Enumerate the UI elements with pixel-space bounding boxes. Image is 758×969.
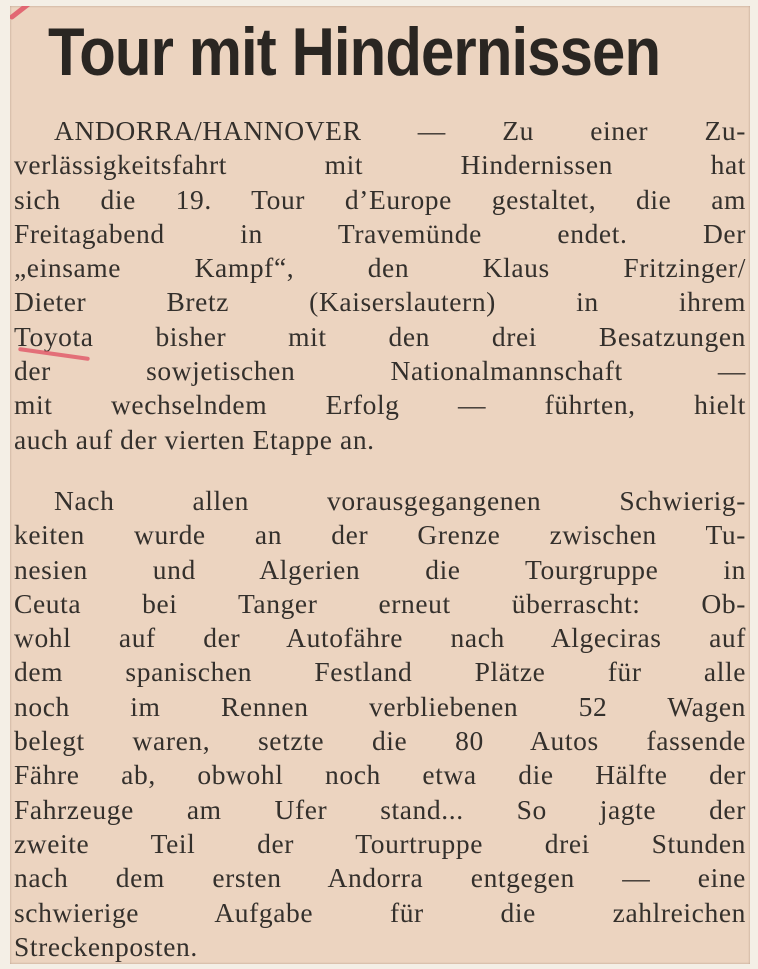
text-line: belegt waren, setzte die 80 Autos fassende	[14, 725, 746, 757]
text-line: nach dem ersten Andorra entgegen — eine	[14, 862, 746, 894]
newspaper-clipping	[10, 6, 750, 964]
text-line: Fahrzeuge am Ufer stand... So jagte der	[14, 793, 746, 825]
text-line: Nach allen vorausgegangenen Schwierig-	[54, 485, 746, 516]
text-line: Dieter Bretz (Kaiserslautern) in ihrem	[14, 286, 746, 318]
text-line: dem spanischen Festland Plätze für alle	[14, 656, 746, 688]
headline: Tour mit Hindernissen	[48, 14, 661, 90]
text-line: Ceuta bei Tanger erneut überrascht: Ob-	[14, 587, 746, 619]
text-line: verlässigkeitsfahrt mit Hindernissen hat	[14, 149, 746, 181]
text-line: mit wechselndem Erfolg — führten, hielt	[14, 389, 746, 421]
text-line: Streckenposten.	[14, 930, 198, 962]
text-line: schwierige Aufgabe für die zahlreichen	[14, 896, 746, 928]
text-line: wohl auf der Autofähre nach Algeciras auf	[14, 622, 746, 654]
text-line: ANDORRA/HANNOVER — Zu einer Zu-	[54, 115, 746, 146]
text-line: Fähre ab, obwohl noch etwa die Hälfte der	[14, 759, 746, 791]
article-paragraph-2	[14, 484, 746, 964]
text-line: „einsame Kampf“, den Klaus Fritzinger/	[14, 252, 746, 284]
text-line: keiten wurde an der Grenze zwischen Tu-	[14, 519, 746, 551]
text-line: sich die 19. Tour d’Europe gestaltet, die am	[14, 183, 746, 215]
text-line: der sowjetischen Nationalmannschaft —	[14, 355, 746, 387]
article-paragraph-1	[14, 114, 746, 457]
text-line: auch auf der vierten Etappe an.	[14, 423, 375, 455]
text-line: zweite Teil der Tourtruppe drei Stunden	[14, 827, 746, 859]
text-line: noch im Rennen verbliebenen 52 Wagen	[14, 690, 746, 722]
text-line: Freitagabend in Travemünde endet. Der	[14, 217, 746, 249]
text-line: Toyota bisher mit den drei Besatzungen	[14, 320, 746, 352]
text-line: nesien und Algerien die Tourgruppe in	[14, 553, 746, 585]
